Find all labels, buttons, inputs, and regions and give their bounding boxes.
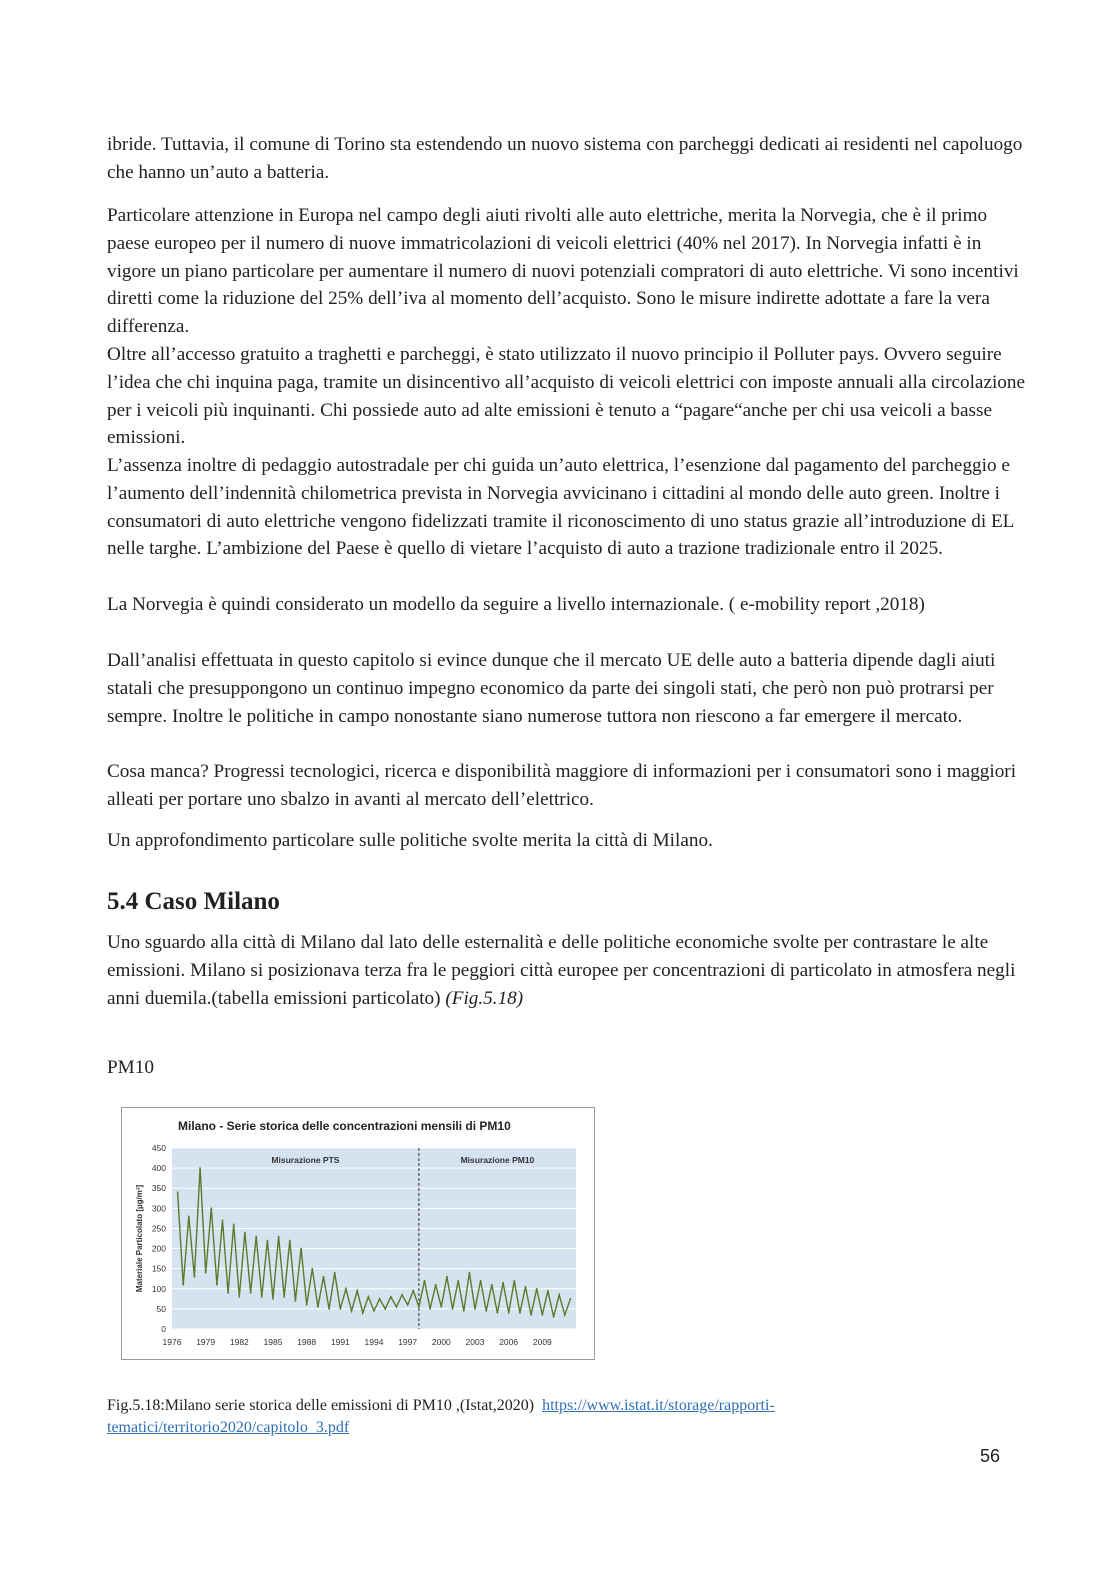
data-point [199, 1167, 201, 1169]
data-point [379, 1298, 381, 1300]
data-point [412, 1290, 414, 1292]
data-point [222, 1220, 224, 1222]
data-point [328, 1308, 330, 1310]
data-point [295, 1300, 297, 1302]
data-point [373, 1310, 375, 1312]
data-point [401, 1294, 403, 1296]
source-link[interactable]: https://www.istat.it/storage/rapporti-tematici/territorio2020/capitolo_3.pdf [107, 1397, 775, 1436]
data-point [356, 1290, 358, 1292]
paragraph: Cosa manca? Progressi tecnologici, ricerca e disponibilità maggiore di informazioni per i consumatori sono i maggiori alleati per portare uno sbalzo in avanti al mercato dell’elettrico. [107, 761, 1017, 810]
paragraph: La Norvegia è quindi considerato un modello da seguire a livello internazionale. ( e-mobility report ,2018) [107, 594, 925, 615]
data-point [429, 1308, 431, 1310]
data-point [261, 1296, 263, 1298]
data-point [452, 1308, 454, 1310]
annotation-pm10: Misurazione PM10 [460, 1155, 535, 1165]
chart-canvas [122, 1108, 594, 1359]
y-tick-label: 150 [151, 1263, 166, 1274]
data-point [233, 1224, 235, 1226]
x-tick-label: 2000 [431, 1337, 451, 1347]
data-point [519, 1312, 521, 1314]
data-point [306, 1304, 308, 1306]
data-point [367, 1296, 369, 1298]
x-tick-label: 1979 [196, 1337, 216, 1347]
data-point [345, 1288, 347, 1290]
data-point [216, 1284, 218, 1286]
annotation-pts: Misurazione PTS [271, 1155, 340, 1165]
data-point [205, 1272, 207, 1274]
data-point [272, 1298, 274, 1300]
y-tick-label: 250 [151, 1223, 166, 1234]
data-point [541, 1314, 543, 1316]
pm10-chart [121, 1107, 595, 1360]
data-point [244, 1232, 246, 1234]
paragraph: ibride. Tuttavia, il comune di Torino sta estendendo un nuovo sistema con parcheggi dedicati ai residenti nel capoluogo che hanno un’auto a batteria. [107, 134, 1023, 183]
paragraph: Un approfondimento particolare sulle politiche svolte merita la città di Milano. [107, 830, 713, 851]
data-point [182, 1284, 184, 1286]
data-point [558, 1294, 560, 1296]
data-point [446, 1276, 448, 1278]
data-point [300, 1248, 302, 1250]
data-point [513, 1280, 515, 1282]
data-point [384, 1308, 386, 1310]
x-tick-label: 2009 [532, 1337, 552, 1347]
data-point [485, 1310, 487, 1312]
x-tick-label: 2003 [465, 1337, 485, 1347]
data-point [468, 1272, 470, 1274]
y-tick-label: 350 [151, 1183, 166, 1194]
x-tick-label: 1991 [330, 1337, 350, 1347]
data-point [311, 1268, 313, 1270]
x-axis-ticks [163, 1337, 553, 1347]
data-point [289, 1240, 291, 1242]
x-tick-label: 1997 [398, 1337, 418, 1347]
paragraph: Particolare attenzione in Europa nel campo degli aiuti rivolti alle auto elettriche, merita la Norvegia, che è il primo paese europeo per il numero di nuove immatricolazioni di veicoli elettrici (40% nel 2017). In Norvegia infatti è in vigore un piano particolare per aumentare il numero di nuovi potenziali compratori di auto elettriche. Vi sono incentivi diretti come la riduzione del 25% dell’iva al momento dell’acquisto. Sono le misure indirette adottate a fare la vera differenza. [107, 205, 1019, 338]
page-number: 56 [980, 1446, 1001, 1466]
paragraph: L’assenza inoltre di pedaggio autostradale per chi guida un’auto elettrica, l’esenzione dal pagamento del parcheggio e l’aumento dell’indennità chilometrica prevista in Norvegia avvicinano i cittadini al mondo delle auto green. Inoltre i consumatori di auto elettriche vengono fidelizzati tramite il riconoscimento di uno status grazie all’introduzione di EL nelle targhe. L’ambizione del Paese è quello di vietare l’acquisto di auto a trazione tradizionale entro il 2025. [107, 455, 1014, 560]
data-point [474, 1308, 476, 1310]
figure-reference: (Fig.5.18) [445, 987, 524, 1009]
data-point [418, 1306, 420, 1308]
data-point [435, 1284, 437, 1286]
intro-text: Uno sguardo alla città di Milano dal lato delle esternalità e delle politiche economiche svolte per contrastare le alte emissioni. Milano si posizionava terza fra le peggiori città europee per concentrazioni di particolato in atmosfera negli anni duemila.(tabella emissioni particolato) [107, 932, 1016, 1009]
x-tick-label: 1988 [297, 1337, 317, 1347]
data-point [177, 1191, 179, 1193]
data-point [530, 1314, 532, 1316]
x-tick-label: 1976 [162, 1337, 182, 1347]
y-tick-label: 50 [156, 1303, 166, 1314]
data-point [227, 1292, 229, 1294]
x-tick-label: 1985 [263, 1337, 283, 1347]
data-point [339, 1308, 341, 1310]
data-point [508, 1312, 510, 1314]
data-point [491, 1284, 493, 1286]
data-point [266, 1240, 268, 1242]
section-heading: 5.4 Caso Milano [107, 888, 280, 915]
section-intro [107, 929, 1027, 1012]
data-point [362, 1312, 364, 1314]
data-point [396, 1306, 398, 1308]
data-point [238, 1296, 240, 1298]
data-point [210, 1207, 212, 1209]
data-point [424, 1280, 426, 1282]
data-point [440, 1306, 442, 1308]
x-tick-label: 1994 [364, 1337, 384, 1347]
figure-caption [107, 1395, 1007, 1439]
y-tick-label: 400 [151, 1163, 166, 1174]
data-point [194, 1276, 196, 1278]
data-point [334, 1272, 336, 1274]
data-point [255, 1236, 257, 1238]
data-point [250, 1292, 252, 1294]
data-point [564, 1314, 566, 1316]
data-point [317, 1306, 319, 1308]
data-point [407, 1304, 409, 1306]
caption-text: Fig.5.18:Milano serie storica delle emissioni di PM10 ,(Istat,2020) [107, 1397, 535, 1414]
data-point [569, 1298, 571, 1300]
data-point [283, 1296, 285, 1298]
y-axis-label: Materiale Particolato [µg/m³] [135, 1184, 144, 1293]
y-axis-ticks [152, 1143, 166, 1334]
pm-label: PM10 [107, 1057, 154, 1078]
y-tick-label: 100 [151, 1283, 166, 1294]
paragraph: Dall’analisi effettuata in questo capitolo si evince dunque che il mercato UE delle auto a batteria dipende dagli aiuti statali che presuppongono un continuo impegno economico da parte dei singoli stati, che però non può protrarsi per sempre. Inoltre le politiche in campo nonostante siano numerose tuttora non riescono a far emergere il mercato. [107, 650, 996, 727]
chart-title: Milano - Serie storica delle concentrazioni mensili di PM10 [178, 1119, 511, 1133]
data-point [188, 1215, 190, 1217]
data-point [351, 1310, 353, 1312]
data-point [547, 1290, 549, 1292]
y-tick-label: 300 [151, 1203, 166, 1214]
x-tick-label: 2006 [499, 1337, 519, 1347]
data-point [390, 1296, 392, 1298]
data-point [553, 1316, 555, 1318]
data-point [525, 1286, 527, 1288]
data-point [480, 1280, 482, 1282]
y-tick-label: 200 [151, 1243, 166, 1254]
y-tick-label: 0 [161, 1324, 166, 1334]
data-point [463, 1310, 465, 1312]
paragraph: Oltre all’accesso gratuito a traghetti e parcheggi, è stato utilizzato il nuovo principio il Polluter pays. Ovvero seguire l’idea che chi inquina paga, tramite un disincentivo all’acquisto di veicoli elettrici con imposte annuali alla circolazione per i veicoli più inquinanti. Chi possiede auto ad alte emissioni è tenuto a “pagare“anche per chi usa veicoli a basse emissioni. [107, 344, 1026, 449]
data-point [457, 1280, 459, 1282]
data-point [323, 1276, 325, 1278]
y-tick-label: 450 [151, 1143, 166, 1153]
data-point [536, 1288, 538, 1290]
data-point [497, 1312, 499, 1314]
data-point [278, 1236, 280, 1238]
x-tick-label: 1982 [229, 1337, 249, 1347]
data-point [502, 1282, 504, 1284]
